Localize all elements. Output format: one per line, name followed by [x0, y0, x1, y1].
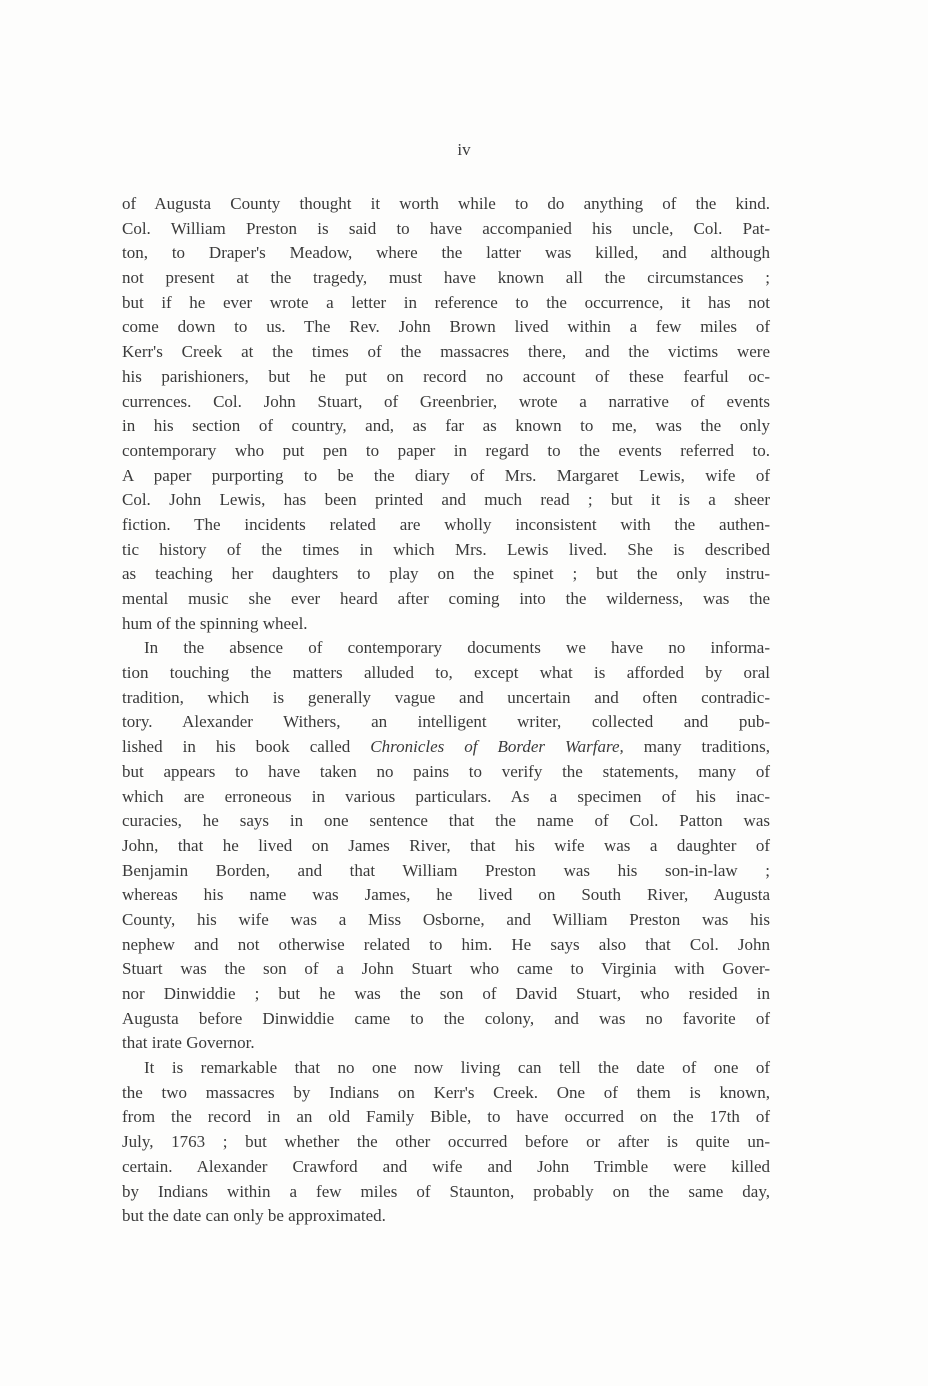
text-line: currences. Col. John Stuart, of Greenbrier, wrote a narrative of events: [122, 391, 770, 411]
text-line: come down to us. The Rev. John Brown lived within a few miles of: [122, 317, 770, 337]
text-line: as teaching her daughters to play on the spinet ; but the only instru-: [122, 564, 770, 584]
text-line: in his section of country, and, as far as known to me, was the only: [122, 416, 770, 436]
text-line: but the date can only be approximated.: [122, 1206, 386, 1226]
text-line: A paper purporting to be the diary of Mrs. Margaret Lewis, wife of: [122, 465, 770, 485]
text-line: July, 1763 ; but whether the other occurred before or after is quite un-: [122, 1132, 770, 1152]
text-line: fiction. The incidents related are wholly inconsistent with the authen-: [122, 514, 770, 534]
text-line: tic history of the times in which Mrs. Lewis lived. She is described: [122, 539, 770, 559]
text-line: contemporary who put pen to paper in regard to the events referred to.: [122, 440, 770, 460]
text-line-segment: many traditions,: [623, 737, 770, 757]
text-line-segment: lished in his book called: [122, 737, 371, 757]
text-line: that irate Governor.: [122, 1033, 255, 1053]
book-title: Chronicles of Border Warfare,: [370, 737, 624, 757]
text-line: It is remarkable that no one now living can tell the date of one of: [144, 1058, 770, 1078]
body-text: [122, 192, 770, 1229]
text-line: [122, 735, 770, 760]
text-line: but if he ever wrote a letter in reference to the occurrence, it has not: [122, 292, 770, 312]
text-line: from the record in an old Family Bible, to have occurred on the 17th of: [122, 1107, 770, 1127]
text-line: by Indians within a few miles of Staunton, probably on the same day,: [122, 1181, 770, 1201]
text-line: Kerr's Creek at the times of the massacres there, and the victims were: [122, 342, 770, 362]
text-line: but appears to have taken no pains to verify the statements, many of: [122, 761, 770, 781]
text-line: Augusta before Dinwiddie came to the colony, and was no favorite of: [122, 1008, 770, 1028]
text-line: mental music she ever heard after coming into the wilderness, was the: [122, 589, 770, 608]
text-line: nephew and not otherwise related to him. He says also that Col. John: [122, 934, 770, 954]
text-line: John, that he lived on James River, that his wife was a daughter of: [122, 835, 770, 855]
text-line: Stuart was the son of a John Stuart who came to Virginia with Gover-: [122, 959, 770, 979]
text-line: In the absence of contemporary documents we have no informa-: [144, 638, 770, 658]
text-line: County, his wife was a Miss Osborne, and William Preston was his: [122, 909, 770, 929]
text-line: Col. John Lewis, has been printed and much read ; but it is a sheer: [122, 490, 770, 510]
text-line: Benjamin Borden, and that William Preston was his son-in-law ;: [122, 860, 770, 880]
text-line: not present at the tragedy, must have known all the circumstances ;: [122, 268, 770, 288]
text-line: tory. Alexander Withers, an intelligent writer, collected and pub-: [122, 712, 770, 732]
text-line: Col. William Preston is said to have accompanied his uncle, Col. Pat-: [122, 218, 770, 238]
text-line: certain. Alexander Crawford and wife and John Trimble were killed: [122, 1156, 770, 1176]
page-number: iv: [457, 140, 471, 159]
text-line: of Augusta County thought it worth while to do anything of the kind.: [122, 194, 770, 213]
text-line: hum of the spinning wheel.: [122, 613, 308, 633]
text-line: which are erroneous in various particulars. As a specimen of his inac-: [122, 786, 770, 806]
text-line: ton, to Draper's Meadow, where the latter was killed, and although: [122, 243, 770, 263]
text-line: his parishioners, but he put on record no account of these fearful oc-: [122, 366, 770, 386]
text-line: tion touching the matters alluded to, except what is afforded by oral: [122, 663, 770, 683]
text-line: nor Dinwiddie ; but he was the son of David Stuart, who resided in: [122, 984, 770, 1003]
text-line: whereas his name was James, he lived on South River, Augusta: [122, 885, 770, 905]
text-line: curacies, he says in one sentence that the name of Col. Patton was: [122, 811, 770, 831]
text-line: the two massacres by Indians on Kerr's Creek. One of them is known,: [122, 1082, 770, 1102]
text-line: tradition, which is generally vague and uncertain and often contradic-: [122, 687, 770, 707]
